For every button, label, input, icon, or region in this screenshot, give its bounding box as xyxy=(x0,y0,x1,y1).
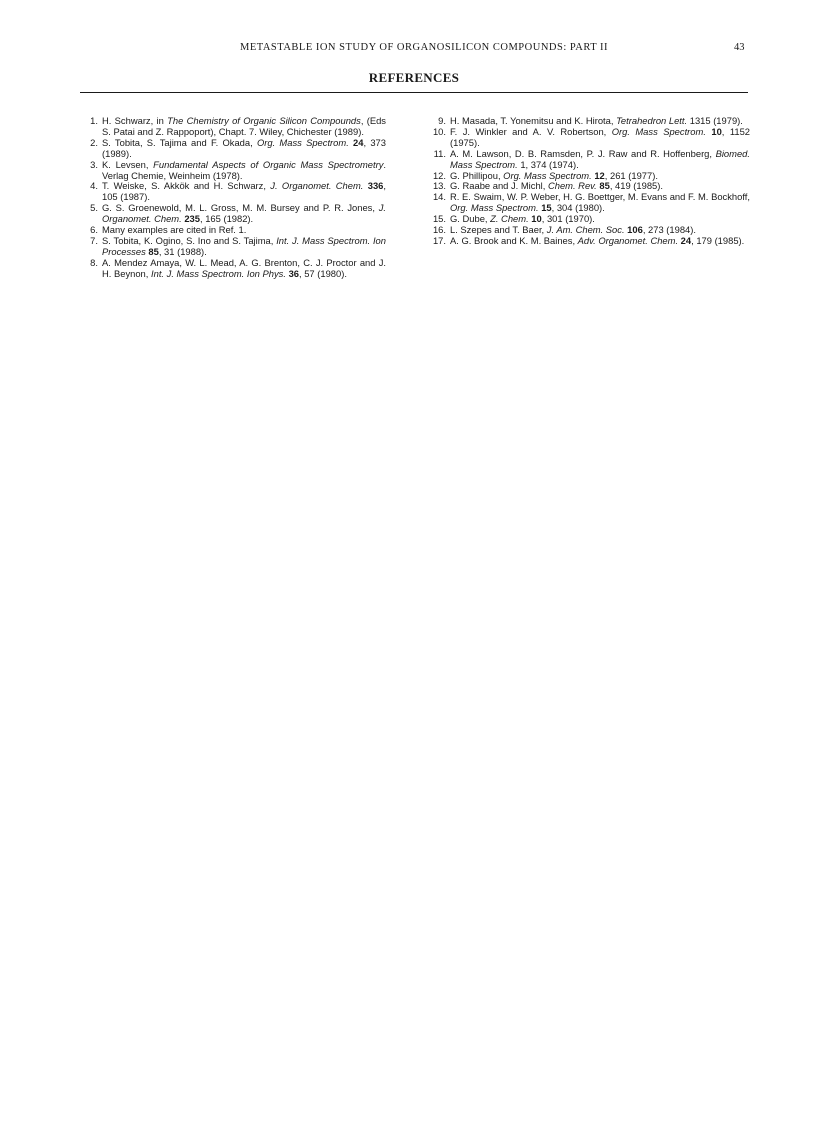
reference-volume: 85 xyxy=(599,180,610,192)
reference-number: 4. xyxy=(90,180,98,192)
reference-volume: 24 xyxy=(680,234,692,246)
reference-segment: A. M. Lawson, D. B. Ramsden, P. J. Raw and R. Hoffenberg, xyxy=(450,147,716,159)
reference-volume: 106 xyxy=(627,224,643,236)
reference-volume: 12 xyxy=(594,169,605,181)
reference-title: J. Organomet. Chem. xyxy=(102,202,386,225)
reference-text xyxy=(102,116,386,138)
reference-volume: 24 xyxy=(353,136,364,148)
reference-segment: R. E. Swaim, W. P. Weber, H. G. Boettger, M. Evans and F. M. Bockhoff, xyxy=(450,191,750,203)
reference-title: Org. Mass Spectrom. xyxy=(611,125,706,137)
running-head: METASTABLE ION STUDY OF ORGANOSILICON COMPOUNDS: PART II xyxy=(240,42,609,53)
reference-title: J. Am. Chem. Soc. xyxy=(546,224,625,236)
references-left-column xyxy=(80,116,386,280)
reference-segment: S. Tobita, S. Tajima and F. Okada, xyxy=(102,136,257,148)
reference-text xyxy=(102,258,386,280)
reference-segment: , 57 (1980). xyxy=(299,267,347,279)
reference-item xyxy=(428,149,750,171)
reference-text xyxy=(102,203,386,225)
reference-segment: . Verlag Chemie, Weinheim (1978). xyxy=(102,158,386,181)
reference-number: 15. xyxy=(432,213,446,225)
reference-segment: , 261 (1977). xyxy=(604,169,658,181)
reference-segment: G. Dube, xyxy=(450,213,491,225)
reference-volume: 15 xyxy=(541,202,552,214)
reference-segment: G. S. Groenewold, M. L. Gross, M. M. Bursey and P. R. Jones, xyxy=(102,202,379,214)
reference-volume: 85 xyxy=(148,245,159,257)
reference-segment: , 273 (1984). xyxy=(642,224,696,236)
reference-item xyxy=(80,203,386,225)
reference-segment: L. Szepes and T. Baer, xyxy=(450,224,547,236)
reference-segment: , 105 (1987). xyxy=(102,180,386,203)
reference-segment: A. Mendez Amaya, W. L. Mead, A. G. Brenton, C. J. Proctor and J. H. Beynon, xyxy=(102,256,386,279)
reference-segment: H. Schwarz, in xyxy=(102,115,168,126)
reference-title: Adv. Organomet. Chem. xyxy=(577,234,679,246)
reference-item xyxy=(80,236,386,258)
reference-title: J. Organomet. Chem. xyxy=(270,180,364,192)
reference-title: Org. Mass Spectrom. xyxy=(450,202,539,214)
reference-title: Int. J. Mass Spectrom. Ion Processes xyxy=(102,234,386,257)
reference-segment: , 1152 (1975). xyxy=(450,125,750,148)
reference-number: 10. xyxy=(432,125,446,137)
reference-segment: Many examples are cited in Ref. 1. xyxy=(102,224,247,236)
reference-segment: , 373 (1989). xyxy=(102,136,386,159)
reference-text xyxy=(102,236,386,258)
reference-text xyxy=(102,181,386,203)
reference-segment: G. Phillipou, xyxy=(450,169,504,181)
reference-title: Org. Mass Spectrom. xyxy=(503,169,592,181)
reference-title: Chem. Rev. xyxy=(547,180,597,192)
reference-number: 1. xyxy=(90,115,98,126)
reference-text xyxy=(450,149,750,171)
reference-segment: , 304 (1980). xyxy=(551,202,605,214)
page-number: 43 xyxy=(734,42,745,53)
reference-text xyxy=(102,138,386,160)
reference-segment: , 301 (1970). xyxy=(541,213,595,225)
reference-item xyxy=(80,116,386,138)
reference-segment: S. Tobita, K. Ogino, S. Ino and S. Tajima, xyxy=(102,234,277,246)
reference-number: 16. xyxy=(432,224,446,236)
reference-number: 8. xyxy=(90,256,98,268)
reference-number: 14. xyxy=(432,191,446,203)
reference-segment: K. Levsen, xyxy=(102,158,154,170)
references-right-column xyxy=(428,116,750,247)
reference-segment: H. Masada, T. Yonemitsu and K. Hirota, xyxy=(450,115,617,126)
reference-number: 5. xyxy=(90,202,98,214)
reference-title: Fundamental Aspects of Organic Mass Spectrometry xyxy=(153,158,384,170)
reference-volume: 10 xyxy=(531,213,542,225)
reference-volume: 336 xyxy=(367,180,384,192)
reference-item xyxy=(428,127,750,149)
reference-number: 17. xyxy=(432,234,446,246)
reference-number: 11. xyxy=(433,147,446,159)
reference-number: 2. xyxy=(90,136,98,148)
reference-segment: G. Raabe and J. Michl, xyxy=(450,180,548,192)
reference-number: 3. xyxy=(90,158,98,170)
reference-segment: F. J. Winkler and A. V. Robertson, xyxy=(450,125,612,137)
reference-segment: , 419 (1985). xyxy=(609,180,663,192)
reference-text xyxy=(450,236,750,247)
reference-segment: 1315 (1979). xyxy=(687,115,743,126)
reference-title: Tetrahedron Lett. xyxy=(616,115,688,126)
reference-title: Biomed. Mass Spectrom. xyxy=(450,147,750,170)
reference-number: 9. xyxy=(438,115,446,126)
reference-text xyxy=(450,192,750,214)
reference-segment: , 31 (1988). xyxy=(158,245,207,257)
title-rule xyxy=(80,92,748,93)
reference-segment: 1, 374 (1974). xyxy=(517,158,579,170)
reference-segment: , 179 (1985). xyxy=(691,234,745,246)
reference-number: 6. xyxy=(90,224,98,236)
reference-number: 7. xyxy=(90,234,98,246)
reference-segment: A. G. Brook and K. M. Baines, xyxy=(450,234,578,246)
reference-title: The Chemistry of Organic Silicon Compounds xyxy=(167,115,361,126)
reference-title: Int. J. Mass Spectrom. Ion Phys. xyxy=(151,267,286,279)
reference-volume: 36 xyxy=(288,267,299,279)
reference-volume: 235 xyxy=(184,213,200,225)
reference-text xyxy=(450,127,750,149)
reference-item xyxy=(80,258,386,280)
reference-item xyxy=(80,160,386,182)
reference-title: Z. Chem. xyxy=(490,213,529,225)
reference-item xyxy=(80,138,386,160)
reference-segment: , 165 (1982). xyxy=(200,213,254,225)
reference-title: Org. Mass Spectrom. xyxy=(256,136,349,148)
reference-segment: T. Weiske, S. Akkök and H. Schwarz, xyxy=(102,180,271,192)
reference-volume: 10 xyxy=(711,125,722,137)
reference-text xyxy=(102,160,386,182)
section-title: REFERENCES xyxy=(368,70,460,85)
reference-item xyxy=(80,181,386,203)
reference-item xyxy=(428,192,750,214)
reference-item xyxy=(428,236,750,247)
reference-number: 13. xyxy=(432,180,446,192)
reference-segment: , (Eds S. Patai and Z. Rappoport), Chapt. 7. Wiley, Chichester (1989). xyxy=(102,115,386,137)
reference-number: 12. xyxy=(432,169,446,181)
